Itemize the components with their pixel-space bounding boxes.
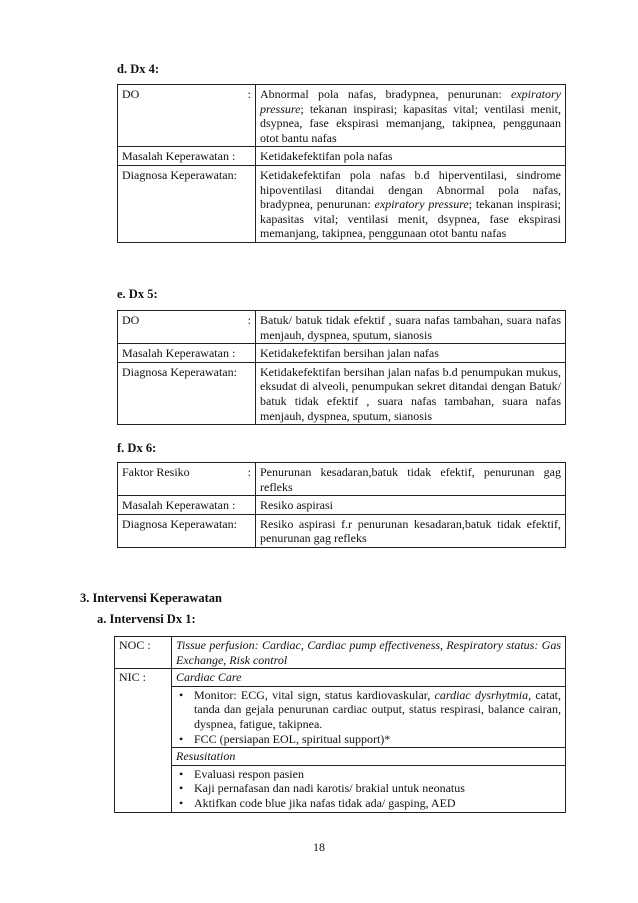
dx5-diagnosa-label: Diagnosa Keperawatan: bbox=[118, 362, 256, 424]
noc-value: Tissue perfusion: Cardiac, Cardiac pump effectiveness, Respiratory status: Gas Exchange, Risk control bbox=[172, 637, 566, 669]
section3-subheading: a. Intervensi Dx 1: bbox=[97, 612, 196, 626]
dx5-do-label-cell bbox=[118, 311, 256, 344]
table-row bbox=[118, 85, 566, 147]
dx5-do-label: DO bbox=[122, 313, 140, 327]
rs-item3-text: Aktifkan code blue jika nafas tidak ada/ gasping, AED bbox=[194, 795, 456, 810]
cardiac-care-items bbox=[172, 686, 566, 747]
cc-item1-text-italic: cardiac dysrhytmia bbox=[434, 687, 529, 702]
table-row bbox=[118, 311, 566, 344]
dx4-do-label: DO bbox=[122, 87, 140, 101]
nic-label: NIC : bbox=[115, 669, 172, 812]
dx6-faktor-value: Penurunan kesadaran,batuk tidak efektif, penurunan gag refleks bbox=[256, 463, 566, 496]
table-row bbox=[115, 669, 566, 687]
dx4-do-label-cell bbox=[118, 85, 256, 147]
page-number: 18 bbox=[313, 840, 325, 854]
bullet-icon: • bbox=[179, 731, 184, 746]
dx4-diagnosa-label: Diagnosa Keperawatan: bbox=[118, 165, 256, 242]
table-row bbox=[118, 496, 566, 515]
dx4-diagnosa-value bbox=[256, 165, 566, 242]
resusitation-label: Resusitation bbox=[172, 748, 566, 766]
cc-item1-text-a: Monitor: ECG, vital sign, status kardiovaskular, bbox=[194, 687, 435, 702]
cc-item2-text: FCC (persiapan EOL, spiritual support)* bbox=[194, 731, 391, 746]
dx4-table bbox=[117, 84, 566, 243]
table-row bbox=[118, 362, 566, 424]
table-row bbox=[115, 765, 566, 812]
resusitation-items bbox=[172, 765, 566, 812]
intervensi-dx1-table bbox=[114, 636, 566, 813]
dx6-diagnosa-value: Resiko aspirasi f.r penurunan kesadaran,batuk tidak efektif, penurunan gag refleks bbox=[256, 514, 566, 547]
table-row bbox=[118, 463, 566, 496]
dx5-do-value: Batuk/ batuk tidak efektif , suara nafas tambahan, suara nafas menjauh, dyspnea, sputum, sianosis bbox=[256, 311, 566, 344]
dx4-diagnosa-text-1: Ketidakefektifan pola nafas b.d hiperventilasi, sindrome hipoventilasi ditandai dengan Abnormal pola nafas, bradypnea, penurunan: bbox=[260, 167, 561, 212]
table-row bbox=[118, 165, 566, 242]
dx4-do-value bbox=[256, 85, 566, 147]
list-item bbox=[176, 796, 561, 811]
bullet-icon: • bbox=[179, 795, 184, 810]
rs-item1-text: Evaluasi respon pasien bbox=[194, 766, 304, 781]
bullet-icon: • bbox=[179, 766, 184, 781]
dx5-diagnosa-value: Ketidakefektifan bersihan jalan nafas b.d penumpukan mukus, eksudat di alveoli, penumpukan sekret ditandai dengan Batuk/ batuk tidak efektif , suara nafas tambahan, suara nafas menjauh, dyspnea, sputum, sianosis bbox=[256, 362, 566, 424]
dx4-diagnosa-text-italic: expiratory pressure bbox=[374, 197, 469, 212]
bullet-icon: • bbox=[179, 687, 184, 702]
dx5-heading: e. Dx 5: bbox=[117, 287, 158, 301]
dx6-table bbox=[117, 462, 566, 548]
dx4-do-text-italic: expiratory pressure bbox=[260, 87, 561, 116]
dx6-masalah-label: Masalah Keperawatan : bbox=[118, 496, 256, 515]
colon: : bbox=[247, 313, 251, 327]
table-row bbox=[115, 637, 566, 669]
table-row bbox=[118, 514, 566, 547]
dx4-masalah-value: Ketidakefektifan pola nafas bbox=[256, 147, 566, 166]
section3-heading: 3. Intervensi Keperawatan bbox=[80, 591, 222, 605]
noc-label: NOC : bbox=[115, 637, 172, 669]
cc-item1-text-b: , catat, tanda dan gejala penurunan cardiac output, status respirasi, balance cairan, dyspnea, fatigue, takipnea. bbox=[194, 687, 561, 731]
colon: : bbox=[247, 87, 251, 101]
table-row bbox=[115, 686, 566, 747]
dx6-faktor-label: Faktor Resiko bbox=[122, 465, 190, 479]
resusitation-list bbox=[176, 767, 561, 811]
dx4-masalah-label: Masalah Keperawatan : bbox=[118, 147, 256, 166]
dx4-do-text-2: ; tekanan inspirasi; kapasitas vital; ventilasi menit, dsypnea, fase ekspirasi memanjang, takipnea, penggunaan otot bantu nafas bbox=[260, 101, 561, 145]
dx5-table bbox=[117, 310, 566, 425]
list-item bbox=[176, 732, 561, 747]
cardiac-care-list bbox=[176, 688, 561, 746]
list-item bbox=[176, 767, 561, 782]
dx4-heading: d. Dx 4: bbox=[117, 62, 160, 76]
bullet-icon: • bbox=[179, 781, 184, 796]
list-item bbox=[176, 688, 561, 732]
table-row bbox=[118, 147, 566, 166]
dx4-diagnosa-text-2: ; tekanan inspirasi; kapasitas vital; ventilasi menit, dsypnea, fase ekspirasi memanjang, takipnea, penggunaan otot bantu nafas bbox=[260, 197, 561, 241]
dx5-masalah-label: Masalah Keperawatan : bbox=[118, 344, 256, 363]
dx5-masalah-value: Ketidakefektifan bersihan jalan nafas bbox=[256, 344, 566, 363]
rs-item2-text: Kaji pernafasan dan nadi karotis/ brakial untuk neonatus bbox=[194, 781, 465, 796]
dx6-heading: f. Dx 6: bbox=[117, 441, 157, 455]
dx6-masalah-value: Resiko aspirasi bbox=[256, 496, 566, 515]
cardiac-care-label: Cardiac Care bbox=[172, 669, 566, 687]
dx6-faktor-label-cell bbox=[118, 463, 256, 496]
dx6-diagnosa-label: Diagnosa Keperawatan: bbox=[118, 514, 256, 547]
table-row bbox=[115, 748, 566, 766]
colon: : bbox=[247, 465, 251, 479]
list-item bbox=[176, 781, 561, 796]
dx4-do-text-1: Abnormal pola nafas, bradypnea, penurunan: bbox=[260, 87, 511, 101]
table-row bbox=[118, 344, 566, 363]
